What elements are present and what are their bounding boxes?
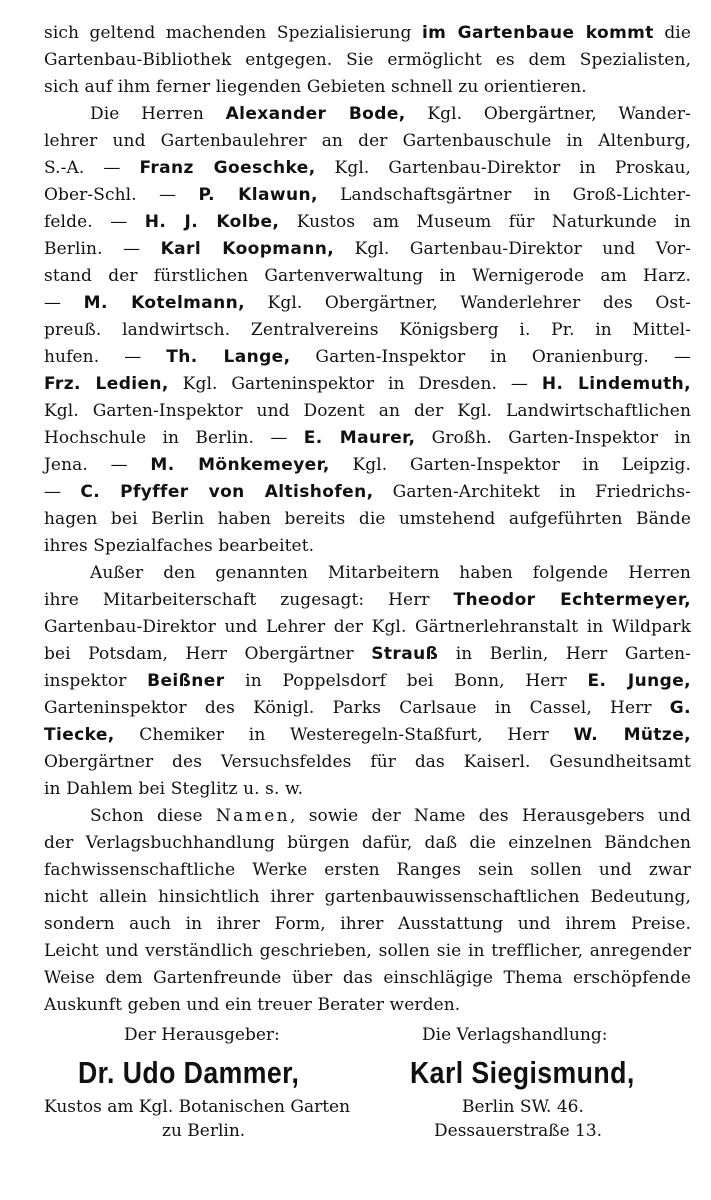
text-run: Die Herren [90,104,226,124]
text-line [44,722,691,749]
text-line [44,74,691,101]
editor-place: zu Berlin. [162,1121,246,1141]
person-name: Theodor Echtermeyer, [453,590,691,610]
text-run: in Dahlem bei Steglitz u. s. w. [44,779,304,799]
text-line [44,344,691,371]
person-name: G. [669,698,691,718]
text-line [44,452,691,479]
text-run: Außer den genannten Mitarbeitern haben folgende Herren [90,563,691,583]
text-line [44,533,691,560]
text-run: nicht allein hinsichtlich ihrer gartenbauwissenschaftlichen Bedeutung, [44,887,691,907]
text-run: Schon diese [90,806,216,826]
text-line [44,749,691,776]
text-run: — [44,293,84,313]
text-run: Kgl. Gartenbau-Direktor in Proskau, [315,158,691,178]
text-line [44,884,691,911]
text-run: S.-A. — [44,158,140,178]
text-run: Garten-Inspektor in Oranienburg. — [290,347,692,367]
text-run: Gartenbau-Direktor und Lehrer der Kgl. Gärtnerlehranstalt in Wildpark [44,617,691,637]
text-run: sondern auch in ihrer Form, ihrer Ausstattung und ihrem Preise. [44,914,691,934]
text-line [44,938,691,965]
text-line [44,479,691,506]
signature-details-2 [44,1121,691,1145]
text-run: inspektor [44,671,148,691]
text-line [44,695,691,722]
text-run: Hochschule in Berlin. — [44,428,304,448]
publisher-city: Berlin SW. 46. [462,1097,584,1117]
text-run: Landschaftsgärtner in Groß-Lichter- [317,185,691,205]
signature-names [44,1049,691,1097]
text-line [44,641,691,668]
text-run: Leicht und verständlich geschrieben, sollen sie in trefflicher, anregender [44,941,691,961]
person-name: Alexander Bode, [225,104,406,124]
person-name: Frz. Ledien, [44,374,169,394]
text-run: felde. — [44,212,145,232]
text-run: Kgl. Obergärtner, Wander- [405,104,691,124]
text-line [44,209,691,236]
person-name: W. Mütze, [573,725,691,745]
text-line [44,317,691,344]
text-run: bei Potsdam, Herr Obergärtner [44,644,372,664]
editor-title: Kustos am Kgl. Botanischen Garten [44,1097,351,1117]
text-line [44,398,691,425]
text-line [44,47,691,74]
publisher-street: Dessauerstraße 13. [434,1121,603,1141]
text-line [44,371,691,398]
text-line [44,992,691,1019]
text-run: Berlin. — [44,239,161,259]
text-line [44,128,691,155]
text-line [44,857,691,884]
spaced-word: Namen [215,806,291,826]
text-run: Obergärtner des Versuchsfeldes für das Kaiserl. Gesundheitsamt [44,752,691,772]
person-name: Tiecke, [44,725,115,745]
person-name: M. Kotelmann, [83,293,246,313]
text-run: Kustos am Museum für Naturkunde in [279,212,691,232]
text-line [44,965,691,992]
person-name: E. Maurer, [303,428,416,448]
text-run: Weise dem Gartenfreunde über das einschlägige Thema erschöpfende [44,968,691,988]
person-name: C. Pfyffer von Altishofen, [80,482,374,502]
person-name: H. Lindemuth, [541,374,691,394]
text-line [44,803,691,830]
text-line [44,668,691,695]
text-run: Auskunft geben und ein treuer Berater werden. [44,995,461,1015]
person-name: P. Klawun, [198,185,318,205]
publisher-label: Die Verlagshandlung: [422,1025,608,1045]
text-run: Garten-Architekt in Friedrichs- [373,482,691,502]
text-run: stand der fürstlichen Gartenverwaltung in Wernigerode am Harz. [44,266,691,286]
person-name: Strauß [371,644,439,664]
text-line [44,263,691,290]
text-line [44,587,691,614]
text-line [44,236,691,263]
text-line [44,101,691,128]
text-run: in Berlin, Herr Garten- [438,644,691,664]
person-name: Karl Koopmann, [160,239,335,259]
text-run: Großh. Garten-Inspektor in [415,428,691,448]
person-name: E. Junge, [587,671,692,691]
text-run: lehrer und Gartenbaulehrer an der Gartenbauschule in Altenburg, [44,131,691,151]
text-run: fachwissenschaftliche Werke ersten Ranges sein sollen und zwar [44,860,691,880]
text-run: Ober-Schl. — [44,185,199,205]
person-name: H. J. Kolbe, [144,212,280,232]
text-line [44,182,691,209]
text-line [44,830,691,857]
text-run: hagen bei Berlin haben bereits die umstehend aufgeführten Bände [44,509,691,529]
text-run: die [653,23,691,43]
text-line [44,911,691,938]
text-run: sich auf ihm ferner liegenden Gebieten schnell zu orientieren. [44,77,587,97]
text-run: Kgl. Garteninspektor in Dresden. — [168,374,542,394]
text-run: ihre Mitarbeiterschaft zugesagt: Herr [44,590,454,610]
text-run: der Verlagsbuchhandlung bürgen dafür, daß die einzelnen Bändchen [44,833,691,853]
text-line [44,560,691,587]
text-run: Gartenbau-Bibliothek entgegen. Sie ermöglicht es dem Spezialisten, [44,50,691,70]
text-run: preuß. landwirtsch. Zentralvereins Königsberg i. Pr. in Mittel- [44,320,691,340]
text-line [44,506,691,533]
text-run: in Poppelsdorf bei Bonn, Herr [224,671,588,691]
text-line [44,614,691,641]
person-name: im Gartenbaue kommt [421,23,654,43]
text-run: Garteninspektor des Königl. Parks Carlsaue in Cassel, Herr [44,698,670,718]
signature-labels [44,1021,691,1049]
body-text [44,20,691,1019]
signature-details-1 [44,1097,691,1121]
text-run: — [44,482,81,502]
text-run: , sowie der Name des Herausgebers und [290,806,691,826]
person-name: Beißner [147,671,225,691]
text-run: ihres Spezialfaches bearbeitet. [44,536,315,556]
text-run: hufen. — [44,347,167,367]
person-name: Th. Lange, [166,347,291,367]
text-run: Kgl. Gartenbau-Direktor und Vor- [334,239,691,259]
text-run: Chemiker in Westeregeln-Staßfurt, Herr [114,725,574,745]
text-run: Kgl. Garten-Inspektor und Dozent an der Kgl. Landwirtschaftlichen [44,401,691,421]
person-name: M. Mönkemeyer, [150,455,330,475]
text-line [44,155,691,182]
text-run: Jena. — [44,455,151,475]
person-name: Franz Goeschke, [139,158,316,178]
text-line [44,425,691,452]
text-line [44,20,691,47]
text-line [44,776,691,803]
text-run: Kgl. Garten-Inspektor in Leipzig. [329,455,691,475]
text-run: Kgl. Obergärtner, Wanderlehrer des Ost- [245,293,691,313]
text-line [44,290,691,317]
publisher-name: Karl Siegismund, [410,1055,635,1090]
editor-name: Dr. Udo Dammer, [78,1055,300,1090]
text-run: sich geltend machenden Spezialisierung [44,23,422,43]
editor-label: Der Herausgeber: [124,1025,280,1045]
